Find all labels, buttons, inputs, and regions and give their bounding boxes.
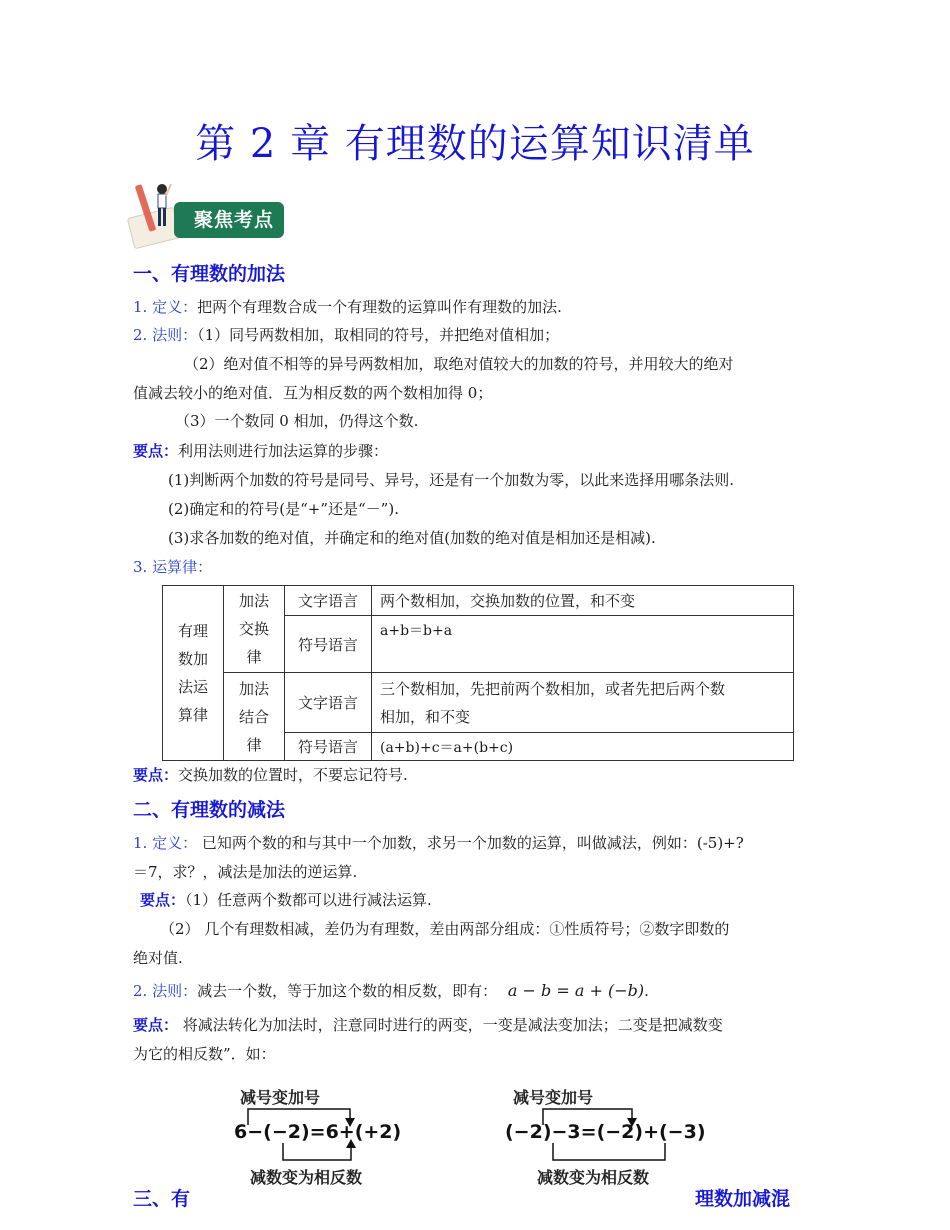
section-heading-addition: 一、有理数的加法	[133, 263, 286, 285]
subtraction-formula: a − b = a + (−b)	[507, 981, 645, 1000]
cell-text: 数加	[177, 650, 208, 668]
table-content-cell: (a+b)+c＝a+(b+c)	[372, 733, 794, 761]
subtraction-keypoint-2b: 绝对值.	[133, 949, 183, 967]
addition-rule-2b: 值减去较小的绝对值．互为相反数的两个数相加得 0；	[133, 384, 493, 402]
definition-label: 1. 定义：	[133, 298, 198, 316]
cell-text: 法运	[177, 678, 208, 696]
subtraction-rule	[133, 981, 649, 1001]
keypoint-step: (1)判断两个加数的符号是同号、异号，还是有一个加数为零，以此来选择用哪条法则.	[168, 471, 735, 489]
keypoint-text: （1）任意两个数都可以进行减法运算.	[185, 891, 432, 909]
badge-label: 聚焦考点	[174, 202, 284, 238]
table-content-cell	[372, 673, 794, 733]
cell-text: 律	[246, 735, 262, 754]
subtraction-keypoint-2a: （2） 几个有理数相减，差仍为有理数，差由两部分组成：①性质符号；②数字即数的	[160, 920, 730, 938]
rules-label: 2. 法则：	[133, 326, 198, 344]
table-law-cell	[224, 673, 285, 761]
laws-keypoint	[133, 765, 408, 785]
table-content-cell: 两个数相加，交换加数的位置，和不变	[372, 586, 794, 616]
keypoint-label: 要点：	[140, 891, 186, 909]
cell-text: 相加，和不变	[380, 707, 471, 726]
keypoint-label: 要点：	[133, 442, 179, 460]
diagram-top-label: 减号变加号	[513, 1088, 594, 1107]
keypoint-text: 交换加数的位置时，不要忘记符号.	[178, 766, 408, 784]
diagram-equation: 6−(−2)=6+(+2)	[234, 1121, 402, 1143]
diagram-equation: (−2)−3=(−2)+(−3)	[505, 1121, 706, 1143]
addition-rule-3: （3）一个数同 0 相加，仍得这个数.	[175, 412, 419, 430]
cell-text: 结合	[238, 707, 269, 726]
table-group-cell	[163, 586, 224, 761]
section-heading-mixed-right: 理数加减混	[695, 1188, 791, 1210]
table-type-cell: 符号语言	[285, 616, 372, 673]
example-diagram-1	[228, 1085, 428, 1195]
table-type-cell: 文字语言	[285, 673, 372, 733]
diagram-top-label: 减号变加号	[240, 1088, 321, 1107]
keypoint-label: 要点：	[133, 1016, 179, 1034]
definition-text: 把两个有理数合成一个有理数的运算叫作有理数的加法.	[197, 298, 562, 316]
page-title: 第 2 章 有理数的运算知识清单	[195, 121, 755, 167]
cell-text: 有理	[177, 622, 208, 640]
addition-definition	[133, 297, 562, 317]
definition-text: 已知两个数的和与其中一个加数，求另一个加数的运算，叫做减法，例如：(-5)+?	[197, 834, 744, 852]
keypoint-step: (2)确定和的符号(是“+”还是“－”).	[168, 500, 399, 518]
table-law-cell	[224, 586, 285, 673]
example-diagram-2	[505, 1085, 725, 1195]
cell-text: 交换	[238, 620, 269, 638]
rule-end: .	[644, 982, 649, 1000]
subtraction-definition-cont: ＝7，求？，减法是加法的逆运算.	[133, 863, 358, 881]
keypoint-label: 要点：	[133, 766, 179, 784]
subtraction-keypoint2	[133, 1015, 723, 1035]
cell-text: 加法	[238, 592, 269, 610]
subtraction-keypoint	[140, 890, 432, 910]
addition-rule-2a: （2）绝对值不相等的异号两数相加，取绝对值较大的加数的符号，并用较大的绝对	[184, 355, 734, 373]
cell-text: 加法	[238, 679, 269, 698]
rule-text: （1）同号两数相加，取相同的符号，并把绝对值相加；	[197, 326, 560, 344]
diagram-bottom-label: 减数变为相反数	[250, 1168, 363, 1187]
section-heading-mixed-left: 三、有	[133, 1188, 191, 1210]
rule-text: 减去一个数，等于加这个数的相反数，即有：	[197, 982, 498, 1000]
keypoint-text: 将减法转化为加法时，注意同时进行的两变，一变是减法变加法；二变是把减数变	[178, 1016, 723, 1034]
focus-badge	[130, 182, 290, 246]
table-content-cell: a+b＝b+a	[372, 616, 794, 673]
keypoint-text: 利用法则进行加法运算的步骤：	[178, 442, 389, 460]
subtraction-keypoint2-cont: 为它的相反数”．如：	[133, 1045, 276, 1063]
keypoint-step: (3)求各加数的绝对值，并确定和的绝对值(加数的绝对值是相加还是相减).	[168, 529, 656, 547]
addition-keypoint	[133, 441, 388, 461]
cell-text: 律	[246, 648, 262, 666]
laws-label-text: 3. 运算律：	[133, 558, 213, 576]
table-type-cell: 文字语言	[285, 586, 372, 616]
definition-label: 1. 定义：	[133, 834, 198, 852]
student-figure-icon	[152, 182, 172, 236]
rules-label: 2. 法则：	[133, 982, 198, 1000]
section-heading-subtraction: 二、有理数的减法	[133, 799, 286, 821]
cell-text: 三个数相加，先把前两个数相加，或者先把后两个数	[380, 679, 726, 698]
cell-text: 算律	[177, 706, 208, 724]
addition-laws-table	[162, 585, 794, 761]
addition-rule-1	[133, 325, 559, 345]
laws-label	[133, 557, 212, 577]
table-type-cell: 符号语言	[285, 733, 372, 761]
subtraction-definition	[133, 833, 744, 853]
diagram-bottom-label: 减数变为相反数	[537, 1168, 650, 1187]
